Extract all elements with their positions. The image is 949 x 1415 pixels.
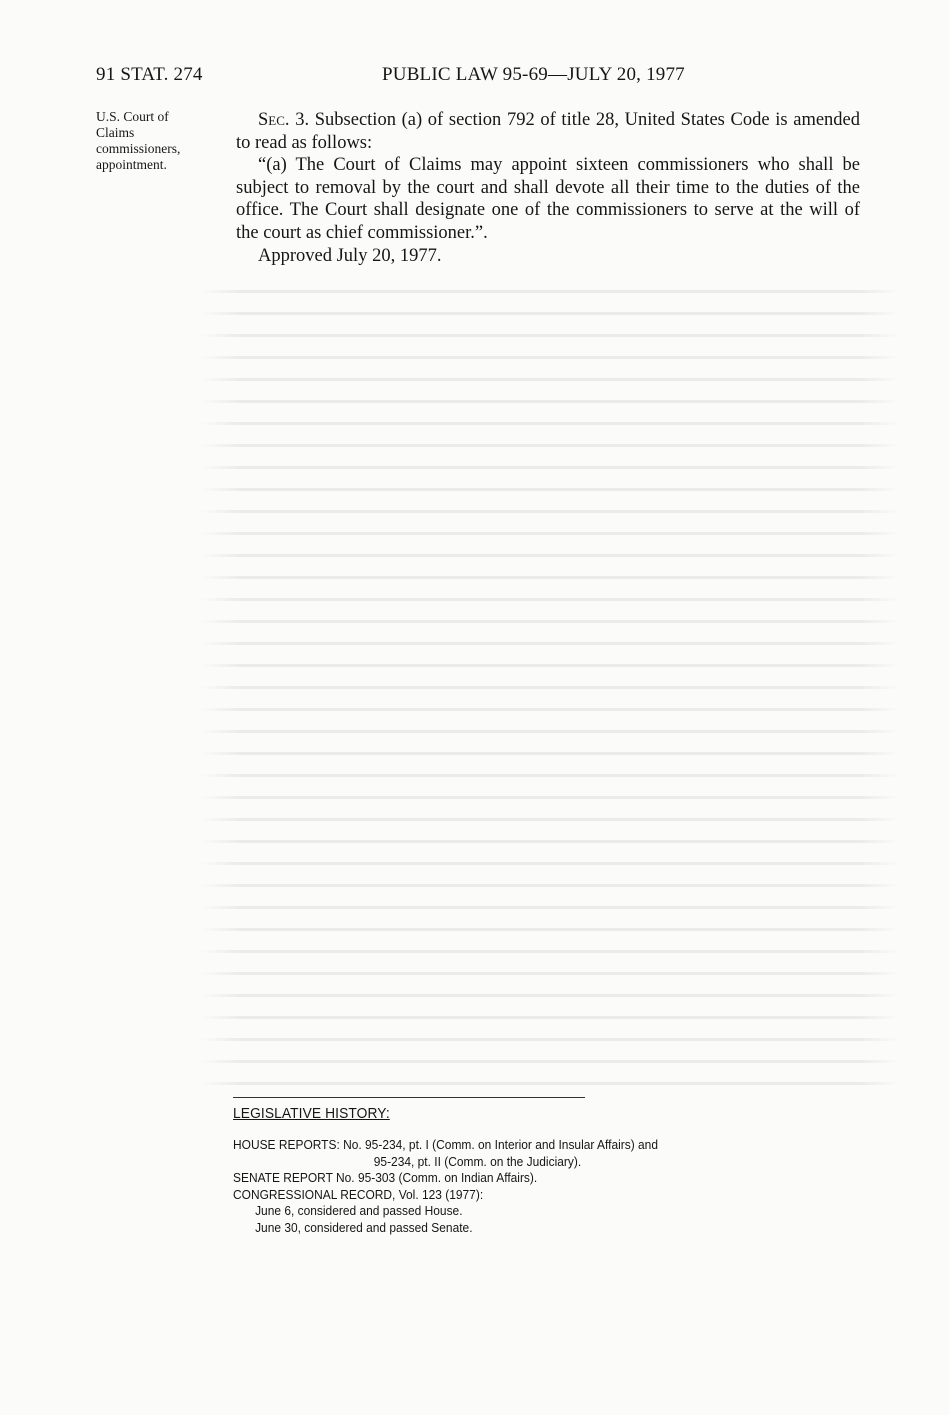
senate-report-line: SENATE REPORT No. 95-303 (Comm. on Indian Affairs). xyxy=(233,1170,538,1185)
margin-note-line: appointment. xyxy=(96,157,167,172)
house-reports-line: HOUSE REPORTS: No. 95-234, pt. I (Comm. on Interior and Insular Affairs) and xyxy=(233,1137,658,1152)
page-running-title: PUBLIC LAW 95-69—JULY 20, 1977 xyxy=(382,64,685,85)
section-body xyxy=(236,109,860,244)
approval-date: Approved July 20, 1977. xyxy=(258,246,442,266)
margin-note-line: Claims xyxy=(96,125,135,140)
record-date-house: June 6, considered and passed House. xyxy=(255,1203,463,1218)
section-text: Subsection (a) of section 792 of title 28, United States Code is amended to read as follows: xyxy=(236,110,861,153)
legislative-history-body xyxy=(233,1137,822,1236)
page-stat-number: 91 STAT. 274 xyxy=(96,64,203,85)
margin-note-line: U.S. Court of xyxy=(96,109,169,124)
margin-note-line: commissioners, xyxy=(96,141,181,156)
section-label: Sec. 3. xyxy=(258,110,310,130)
section-quoted-paragraph: “(a) The Court of Claims may appoint sixteen commissioners who shall be subject to removal by the court and shall devote all their time to the duties of the office. The Court shall designate one of the commissioners to serve at the will of the court as chief commissioner.”. xyxy=(236,155,860,243)
house-reports-continuation: 95-234, pt. II (Comm. on the Judiciary). xyxy=(373,1153,582,1169)
margin-note xyxy=(96,109,236,173)
congressional-record-line: CONGRESSIONAL RECORD, Vol. 123 (1977): xyxy=(233,1186,484,1202)
divider-rule xyxy=(233,1097,585,1098)
record-date-senate: June 30, considered and passed Senate. xyxy=(255,1219,473,1235)
section-paragraph xyxy=(236,109,860,154)
legislative-history-title: LEGISLATIVE HISTORY: xyxy=(233,1105,390,1122)
show-through-texture xyxy=(40,280,900,1100)
